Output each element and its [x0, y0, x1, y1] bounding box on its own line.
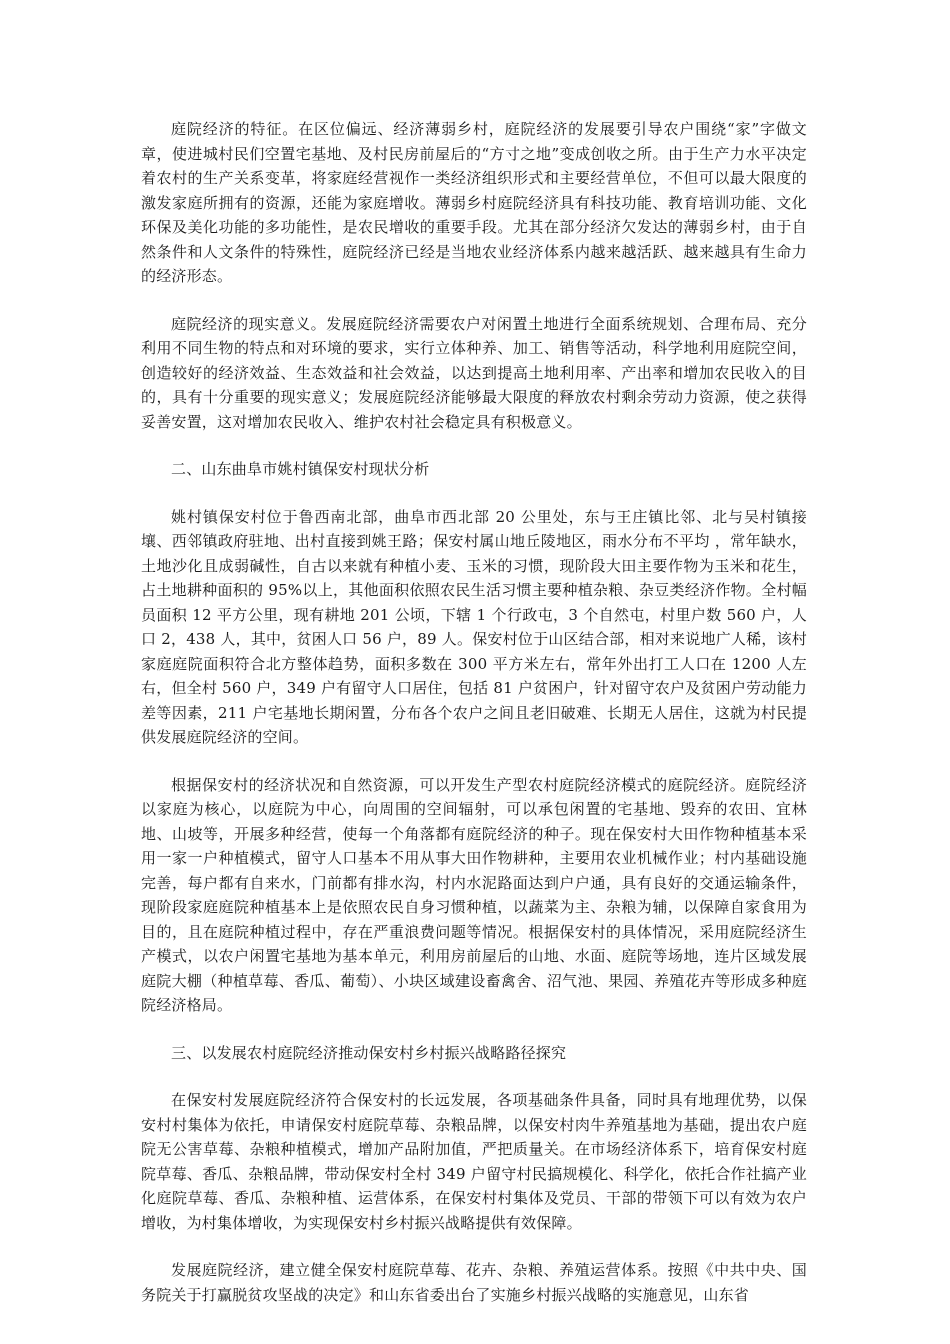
- section-heading-3: 三、以发展农村庭院经济推动保安村乡村振兴战略路径探究: [171, 1043, 567, 1062]
- paragraph-practical-significance: 庭院经济的现实意义。发展庭院经济需要农户对闲置土地进行全面系统规划、合理布局、充分利用不同生物的特点和对环境的要求，实行立体种养、加工、销售等活动，科学地利用庭院空间，创造较好的经济效益、生态效益和社会效益，以达到提高土地利用率、产出率和增加农民收入的目的，具有十分重要的现实意义；发展庭院经济能够最大限度的释放农村剩余劳动力资源，使之获得妥善安置，这对增加农民收入、维护农村社会稳定具有积极意义。: [141, 314, 807, 431]
- document-page: [141, 117, 807, 1330]
- paragraph-economic-model: 根据保安村的经济状况和自然资源，可以开发生产型农村庭院经济模式的庭院经济。庭院经济以家庭为核心，以庭院为中心，向周围的空间辐射，可以承包闲置的宅基地、毁弃的农田、宜林地、山坡等，开展多种经营，使每一个角落都有庭院经济的种子。现在保安村大田作物种植基本采用一家一户种植模式，留守人口基本不用从事大田作物耕种，主要用农业机械作业；村内基础设施完善，每户都有自来水，门前都有排水沟，村内水泥路面达到户户通，具有良好的交通运输条件，现阶段家庭庭院种植基本上是依照农民自身习惯种植，以蔬菜为主、杂粮为辅，以保障自家食用为目的，且在庭院种植过程中，存在严重浪费问题等情况。根据保安村的具体情况，采用庭院经济生产模式，以农户闲置宅基地为基本单元，利用房前屋后的山地、水面、庭院等场地，连片区域发展庭院大棚（种植草莓、香瓜、葡萄）、小块区域建设畜禽舍、沼气池、果园、养殖花卉等形成多种庭院经济格局。: [141, 775, 807, 1014]
- paragraph-village-status: 姚村镇保安村位于鲁西南北部，曲阜市西北部 20 公里处，东与王庄镇比邻、北与吴村镇接壤、西邻镇政府驻地、出村直接到姚王路；保安村属山地丘陵地区，雨水分布不平均 ，常年缺水，土地沙化且成弱碱性，自古以来就有种植小麦、玉米的习惯，现阶段大田主要作物为玉米和花生，占土地耕种面积的 95%以上，其他面积依照农民生活习惯主要种植杂粮、杂豆类经济作物。全村幅员面积 12 平方公里，现有耕地 201 公顷，下辖 1 个行政屯，3 个自然屯，村里户数 560 户，人口 2，438 人，其中，贫困人口 56 户，89 人。保安村位于山区结合部，相对来说地广人稀，该村家庭庭院面积符合北方整体趋势，面积多数在 300 平方米左右，常年外出打工人口在 1200 人左右，但全村 560 户，349 户有留守人口居住，包括 81 户贫困户，针对留守农户及贫困户劳动能力差等因素，211 户宅基地长期闲置，分布各个农户之间且老旧破难、长期无人居住，这就为村民提供发展庭院经济的空间。: [141, 507, 807, 746]
- paragraph-development-path: 在保安村发展庭院经济符合保安村的长远发展，各项基础条件具备，同时具有地理优势，以保安村村集体为依托，申请保安村庭院草莓、杂粮品牌，以保安村肉牛养殖基地为基础，提出农户庭院无公害草莓、杂粮种植模式，增加产品附加值，严把质量关。在市场经济体系下，培育保安村庭院草莓、香瓜、杂粮品牌，带动保安村全村 349 户留守村民搞规模化、科学化，依托合作社搞产业化庭院草莓、香瓜、杂粮种植、运营体系，在保安村村集体及党员、干部的带领下可以有效为农户增收，为村集体增收，为实现保安村乡村振兴战略提供有效保障。: [141, 1091, 807, 1232]
- paragraph-operation-system: 发展庭院经济，建立健全保安村庭院草莓、花卉、杂粮、养殖运营体系。按照《中共中央、国务院关于打赢脱贫攻坚战的决定》和山东省委出台了实施乡村振兴战略的实施意见，山东省: [141, 1261, 807, 1304]
- section-heading-2: 二、山东曲阜市姚村镇保安村现状分析: [171, 460, 430, 478]
- paragraph-courtyard-features: 庭院经济的特征。在区位偏远、经济薄弱乡村，庭院经济的发展要引导农户围绕“家”字做文章，使进城村民们空置宅基地、及村民房前屋后的“方寸之地”变成创收之所。由于生产力水平决定着农村的生产关系变革，将家庭经营视作一类经济组织形式和主要经营单位，不但可以最大限度的激发家庭所拥有的资源，还能为家庭增收。薄弱乡村庭院经济具有科技功能、教育培训功能、文化环保及美化功能的多功能性，是农民增收的重要手段。尤其在部分经济欠发达的薄弱乡村，由于自然条件和人文条件的特殊性，庭院经济已经是当地农业经济体系内越来越活跃、越来越具有生命力的经济形态。: [141, 120, 807, 285]
